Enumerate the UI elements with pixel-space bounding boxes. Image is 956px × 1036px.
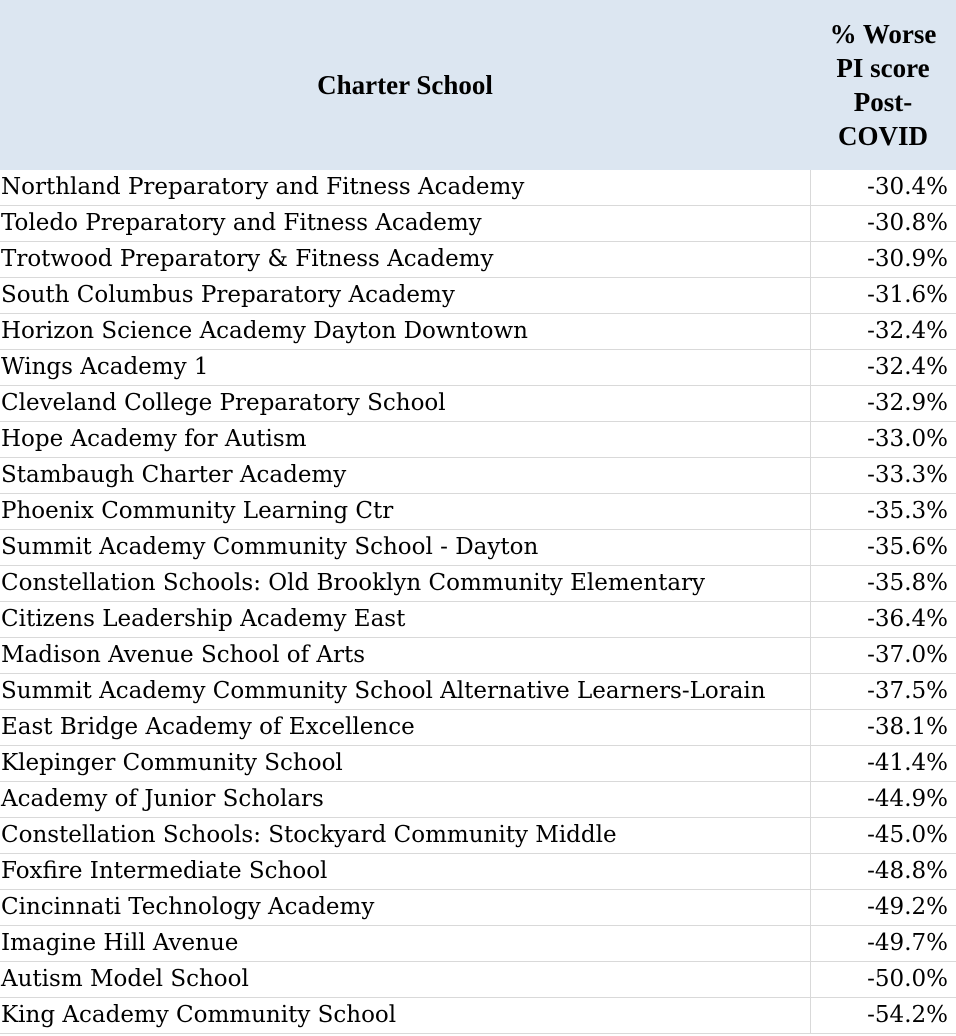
school-name-cell: Summit Academy Community School Alternative Learners-Lorain: [0, 674, 810, 710]
pct-worse-cell: -35.8%: [810, 566, 956, 602]
header-pct-worse: % Worse PI score Post-COVID: [810, 0, 956, 170]
school-name-cell: Phoenix Community Learning Ctr: [0, 494, 810, 530]
pct-worse-cell: -33.0%: [810, 422, 956, 458]
school-name-cell: Toledo Preparatory and Fitness Academy: [0, 206, 810, 242]
school-name-cell: Citizens Leadership Academy East: [0, 602, 810, 638]
table-row: [0, 638, 956, 674]
school-name-cell: King Academy Community School: [0, 998, 810, 1034]
header-charter-school: Charter School: [0, 0, 810, 170]
table-row: [0, 710, 956, 746]
pct-worse-cell: -32.9%: [810, 386, 956, 422]
table-row: [0, 314, 956, 350]
table-row: [0, 242, 956, 278]
pct-worse-cell: -38.1%: [810, 710, 956, 746]
school-name-cell: Autism Model School: [0, 962, 810, 998]
pct-worse-cell: -37.5%: [810, 674, 956, 710]
table-row: [0, 458, 956, 494]
pct-worse-cell: -35.6%: [810, 530, 956, 566]
school-name-cell: Constellation Schools: Stockyard Community Middle: [0, 818, 810, 854]
pct-worse-cell: -30.8%: [810, 206, 956, 242]
table-row: [0, 962, 956, 998]
pct-worse-cell: -30.4%: [810, 170, 956, 206]
table-row: [0, 206, 956, 242]
pct-worse-cell: -35.3%: [810, 494, 956, 530]
pct-worse-cell: -36.4%: [810, 602, 956, 638]
table-row: [0, 602, 956, 638]
school-name-cell: East Bridge Academy of Excellence: [0, 710, 810, 746]
pct-worse-cell: -31.6%: [810, 278, 956, 314]
table-row: [0, 530, 956, 566]
school-name-cell: Cleveland College Preparatory School: [0, 386, 810, 422]
table-row: [0, 350, 956, 386]
school-name-cell: Hope Academy for Autism: [0, 422, 810, 458]
table-row: [0, 422, 956, 458]
pct-worse-cell: -32.4%: [810, 350, 956, 386]
table-row: [0, 386, 956, 422]
table-row: [0, 818, 956, 854]
pct-worse-cell: -50.0%: [810, 962, 956, 998]
header-row: [0, 0, 956, 170]
pct-worse-cell: -54.2%: [810, 998, 956, 1034]
pct-worse-cell: -49.7%: [810, 926, 956, 962]
pct-worse-cell: -45.0%: [810, 818, 956, 854]
school-name-cell: Foxfire Intermediate School: [0, 854, 810, 890]
table-row: [0, 926, 956, 962]
table-row: [0, 746, 956, 782]
pct-worse-cell: -32.4%: [810, 314, 956, 350]
school-name-cell: Horizon Science Academy Dayton Downtown: [0, 314, 810, 350]
table-body: [0, 170, 956, 1034]
pct-worse-cell: -41.4%: [810, 746, 956, 782]
school-name-cell: Cincinnati Technology Academy: [0, 890, 810, 926]
school-name-cell: South Columbus Preparatory Academy: [0, 278, 810, 314]
school-name-cell: Constellation Schools: Old Brooklyn Community Elementary: [0, 566, 810, 602]
school-name-cell: Summit Academy Community School - Dayton: [0, 530, 810, 566]
pct-worse-cell: -33.3%: [810, 458, 956, 494]
school-name-cell: Madison Avenue School of Arts: [0, 638, 810, 674]
table-row: [0, 854, 956, 890]
school-name-cell: Stambaugh Charter Academy: [0, 458, 810, 494]
pct-worse-cell: -37.0%: [810, 638, 956, 674]
school-name-cell: Trotwood Preparatory & Fitness Academy: [0, 242, 810, 278]
table-row: [0, 170, 956, 206]
school-name-cell: Northland Preparatory and Fitness Academy: [0, 170, 810, 206]
pct-worse-cell: -49.2%: [810, 890, 956, 926]
pct-worse-cell: -30.9%: [810, 242, 956, 278]
pct-worse-cell: -48.8%: [810, 854, 956, 890]
school-name-cell: Klepinger Community School: [0, 746, 810, 782]
table-row: [0, 494, 956, 530]
table-row: [0, 278, 956, 314]
table-row: [0, 566, 956, 602]
table-row: [0, 674, 956, 710]
table-row: [0, 782, 956, 818]
table-row: [0, 998, 956, 1034]
school-name-cell: Imagine Hill Avenue: [0, 926, 810, 962]
table-row: [0, 890, 956, 926]
school-name-cell: Academy of Junior Scholars: [0, 782, 810, 818]
school-name-cell: Wings Academy 1: [0, 350, 810, 386]
pct-worse-cell: -44.9%: [810, 782, 956, 818]
